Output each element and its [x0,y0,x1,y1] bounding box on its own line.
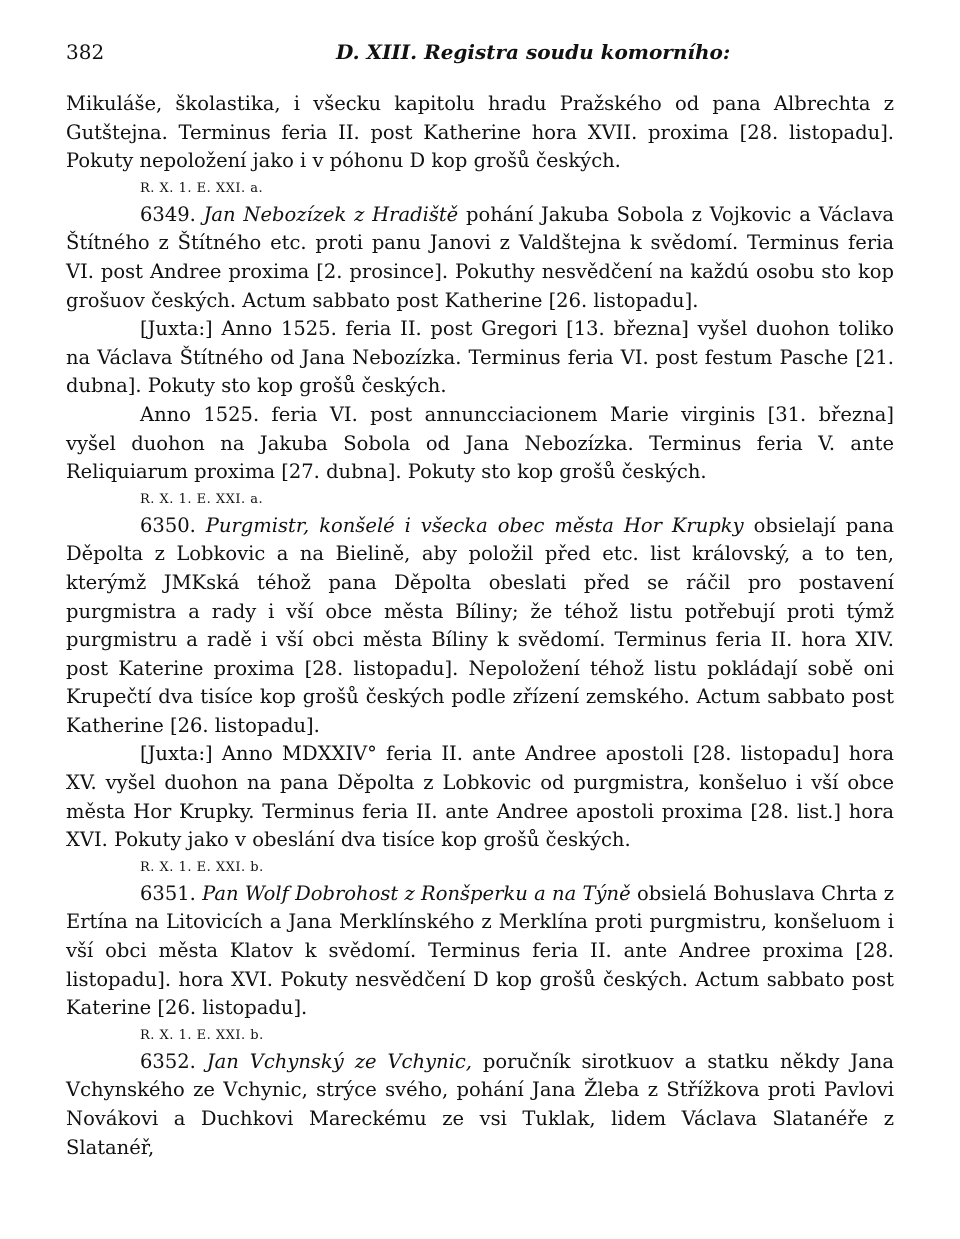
entry-number: 6352. [140,1049,196,1073]
source-reference: R. X. 1. E. XXI. b. [140,1027,264,1043]
entry-6352 [66,1048,894,1162]
document-body [66,90,894,1162]
paragraph-indented: [Juxta:] Anno 1525. feria II. post Gregori [13. března] vyšel duohon toliko na Václava Štítného od Jana Nebozízka. Terminus feria VI. post festum Pasche [21. dubna]. Pokuty sto kop grošů českých. [66,317,894,398]
paragraph-continuation [66,90,894,176]
entry-lead: Purgmistr, konšelé i všecka obec města Hor Krupky [205,513,744,537]
paragraph-indented: Anno 1525. feria VI. post annuncciacionem Marie virginis [31. března] vyšel duohon na Jakuba Sobola od Jana Nebozízka. Terminus feria V. ante Reliquiarum proxima [27. dubna]. Pokuty sto kop grošů českých. [66,402,894,484]
entry-6351 [66,880,894,1023]
paragraph-indented: [Juxta:] Anno MDXXIV° feria II. ante Andree apostoli [28. listopadu] hora XV. vyšel duohon na pana Děpolta z Lobkovic od purgmistra, konšeluo i vší obce města Hor Krupky. Terminus feria II. ante Andree apostoli proxima [28. list.] hora XVI. Pokuty jako v obeslání dva tisíce kop grošů českých. [66,742,894,852]
page-number: 382 [66,40,105,64]
paragraph-text: Mikuláše, školastika, i všecku kapitolu hradu Pražského od pana Albrechta z Gutštejna. Terminus feria II. post Katherine hora XVII. proxima [28. listopadu]. Pokuty nepoložení jako i v póhonu D kop grošů českých. [66,92,894,173]
entry-lead: Jan Vchynský ze Vchynic, [206,1049,472,1073]
source-reference: R. X. 1. E. XXI. b. [140,859,264,875]
entry-text: obsielají pana Děpolta z Lobkovic a na Bielině, aby položil před etc. list královský, a to ten, kterýmž JMKská téhož pana Děpolta obeslati před se ráčil pro postavení purgmistra a rady i vší obce města Bíliny; že téhož listu potřebují proti týmž purgmistru a radě i vší obci města Bíliny k svědomí. Terminus feria II. hora XIV. post Katerine proxima [28. listopadu]. Nepoložení téhož listu pokládají sobě oni Krupečtí dva tisíce kop grošů českých podle zřízení zemského. Actum sabbato post Katherine [26. listopadu]. [66,513,895,737]
entry-number: 6351. [140,881,196,905]
source-reference: R. X. 1. E. XXI. a. [140,180,264,196]
entry-number: 6350. [140,513,196,537]
entry-text: obsielá Bohuslava Chrta z Ertína na Litovicích a Jana Merklínského z Merklína proti purgmistru, konšeluom i vší obci města Klatov k svědomí. Terminus feria II. ante Andree proxima [28. listopadu]. hora XVI. Pokuty nesvědčení D kop grošů českých. Actum sabbato post Katerine [26. listopadu]. [66,881,894,1020]
page-header [66,40,894,76]
entry-6349 [66,201,894,315]
entry-text: pohání Jakuba Sobola z Vojkovic a Václava Štítného z Štítného etc. proti panu Janovi z Valdštejna k svědomí. Terminus feria VI. post Andree proxima [2. prosince]. Pokuthy nesvědčení na každú osobu sto kop grošuov českých. Actum sabbato post Katherine [26. listopadu]. [66,202,894,312]
source-reference: R. X. 1. E. XXI. a. [140,491,264,507]
running-title: D. XIII. Registra soudu komorního: [336,40,731,64]
entry-lead: Jan Nebozízek z Hradiště [203,202,459,226]
entry-text: poručník sirotkuov a statku někdy Jana Vchynského ze Vchynic, strýce svého, pohání Jana Žleba z Střížkova proti Pavlovi Novákovi a Duchkovi Mareckému ze vsi Tuklak, lidem Václava Slatanéře z Slatanéř, [66,1049,894,1159]
entry-lead: Pan Wolf Dobrohost z Ronšperku a na Týně [202,881,631,905]
entry-6350 [66,512,894,741]
entry-number: 6349. [140,202,196,226]
